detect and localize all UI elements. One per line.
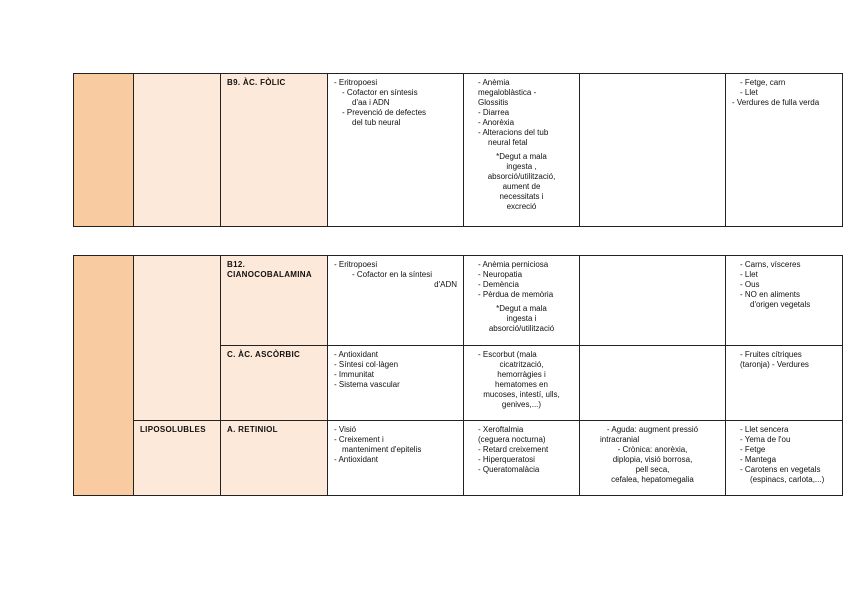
group-liposolubles: LIPOSOLUBLES [134,421,221,496]
deficiency-a: - Xeroftalmia (ceguera nocturna) - Retard creixement - Hiperqueratosi - Queratomalàcia [464,421,580,496]
sources-c: - Fruites cítriques (taronja) - Verdures [726,346,843,421]
vitamin-table-1 [73,73,843,227]
group-cell [134,74,221,227]
functions-b12: - Eritropoesi - Cofactor en la síntesi d'ADN [328,256,464,346]
group-cell [134,256,221,421]
deficiency-b9: - Anèmia megaloblàstica - Glossitis - Diarrea - Anorèxia - Alteracions del tub neural fetal *Degut a mala ingesta , absorció/utilització, aument de necessitats i excreció [464,74,580,227]
deficiency-b12: - Anèmia perniciosa - Neuropatia - Demència - Pèrdua de memòria *Degut a mala ingesta i absorció/utilització [464,256,580,346]
deficiency-c: - Escorbut (mala cicatrització, hemorràgies i hematomes en mucoses, intestí, ulls, genives,...) [464,346,580,421]
vitamin-name-a: A. RETINIOL [221,421,328,496]
category-cell [74,74,134,227]
vitamin-name-b12: B12. CIANOCOBALAMINA [221,256,328,346]
sources-a: - Llet sencera - Yema de l'ou - Fetge - Mantega - Carotens en vegetals (espinacs, carlota,...) [726,421,843,496]
vitamin-table-2 [73,255,843,496]
toxicity-a: - Aguda: augment pressió intracranial - Crònica: anorèxia, diplopia, visió borrosa, pell seca, cefalea, hepatomegalia [580,421,726,496]
category-cell [74,256,134,496]
functions-a: - Visió - Creixement i manteniment d'epitelis - Antioxidant [328,421,464,496]
toxicity-b12 [580,256,726,346]
vitamin-name-b9: B9. ÀC. FÒLIC [221,74,328,227]
toxicity-b9 [580,74,726,227]
functions-b9: - Eritropoesi - Cofactor en síntesis d'aa i ADN - Prevenció de defectes del tub neural [328,74,464,227]
sources-b9: - Fetge, carn - Llet - Verdures de fulla verda [726,74,843,227]
functions-c: - Antioxidant - Síntesi col·làgen - Immunitat - Sistema vascular [328,346,464,421]
vitamin-name-c: C. ÀC. ASCÒRBIC [221,346,328,421]
sources-b12: - Carns, vísceres - Llet - Ous - NO en aliments d'origen vegetals [726,256,843,346]
deficiency-note-b9: *Degut a mala ingesta , absorció/utilització, aument de necessitats i excreció [487,152,556,211]
deficiency-note-b12: *Degut a mala ingesta i absorció/utilització [488,304,555,333]
toxicity-c [580,346,726,421]
